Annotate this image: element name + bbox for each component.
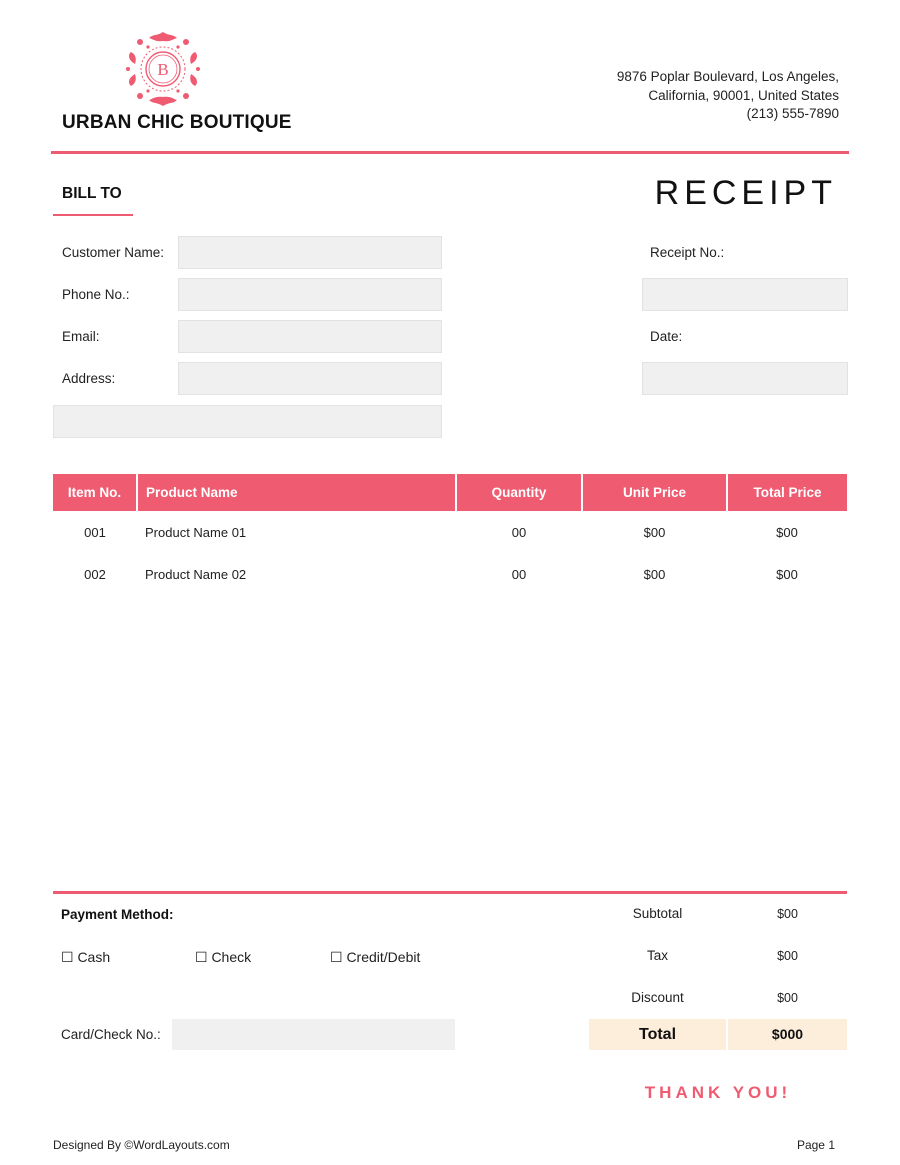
header-divider <box>51 151 849 154</box>
total-label: Total <box>638 1026 677 1043</box>
subtotal-value: $00 <box>777 907 798 921</box>
column-header-item-no: Item No. <box>53 474 137 511</box>
receipt-no-field[interactable] <box>642 278 848 311</box>
ornament-logo-icon <box>124 30 202 108</box>
unit-price-cell[interactable]: $00 <box>643 524 666 540</box>
customer-name-label: Customer Name: <box>62 245 165 260</box>
address-line-2: California, 90001, United States <box>648 87 839 103</box>
date-field[interactable] <box>642 362 848 395</box>
item-no-cell[interactable]: 002 <box>84 566 106 582</box>
check-checkbox[interactable]: ☐ Check <box>195 949 252 965</box>
total-value-box <box>728 1019 847 1050</box>
tax-label: Tax <box>646 948 668 963</box>
quantity-cell[interactable]: 00 <box>511 524 527 540</box>
total-label-box <box>589 1019 726 1050</box>
total-price-cell[interactable]: $00 <box>776 566 798 582</box>
footer-divider <box>53 891 847 894</box>
phone-label: Phone No.: <box>62 287 130 302</box>
discount-label: Discount <box>631 990 684 1005</box>
items-table <box>53 474 847 595</box>
company-name: URBAN CHIC BOUTIQUE <box>62 112 292 133</box>
email-field[interactable] <box>178 320 442 353</box>
email-label: Email: <box>62 329 100 344</box>
customer-name-field[interactable] <box>178 236 442 269</box>
tax-value: $00 <box>777 949 798 963</box>
receipt-no-label: Receipt No.: <box>650 245 725 260</box>
company-phone: (213) 555-7890 <box>746 106 839 121</box>
column-header-unit-price: Unit Price <box>582 474 727 511</box>
product-name-cell[interactable]: Product Name 02 <box>145 566 247 582</box>
product-name-cell[interactable]: Product Name 01 <box>145 524 247 540</box>
card-check-no-label: Card/Check No.: <box>61 1027 161 1042</box>
bill-to-underline <box>53 214 133 216</box>
total-value: $000 <box>771 1026 804 1042</box>
logo <box>124 30 202 108</box>
page-number: Page 1 <box>796 1138 835 1152</box>
credit-debit-checkbox[interactable]: ☐ Credit/Debit <box>330 949 421 965</box>
address-line2-field[interactable] <box>53 405 442 438</box>
table-row <box>53 553 847 595</box>
subtotal-label: Subtotal <box>632 906 683 921</box>
quantity-cell[interactable]: 00 <box>511 566 527 582</box>
card-check-no-field[interactable] <box>172 1019 455 1050</box>
bill-to-heading: BILL TO <box>62 185 122 202</box>
unit-price-cell[interactable]: $00 <box>643 566 666 582</box>
table-header-row <box>53 474 847 511</box>
cash-checkbox[interactable]: ☐ Cash <box>61 949 111 965</box>
date-label: Date: <box>650 329 683 344</box>
item-no-cell[interactable]: 001 <box>84 524 106 540</box>
company-address <box>617 68 839 124</box>
table-row <box>53 511 847 553</box>
payment-method-label: Payment Method: <box>61 907 174 922</box>
thank-you-message: THANK YOU! <box>644 1083 792 1102</box>
address-label: Address: <box>62 371 116 386</box>
receipt-title: RECEIPT <box>654 174 837 212</box>
discount-value: $00 <box>777 991 798 1005</box>
column-header-quantity: Quantity <box>456 474 582 511</box>
column-header-total-price: Total Price <box>727 474 847 511</box>
total-price-cell[interactable]: $00 <box>776 524 798 540</box>
svg-text:B: B <box>157 60 169 79</box>
address-field[interactable] <box>178 362 442 395</box>
phone-field[interactable] <box>178 278 442 311</box>
designer-credit: Designed By ©WordLayouts.com <box>53 1138 230 1152</box>
column-header-product-name: Product Name <box>137 474 456 511</box>
address-line-1: 9876 Poplar Boulevard, Los Angeles, <box>616 69 839 84</box>
